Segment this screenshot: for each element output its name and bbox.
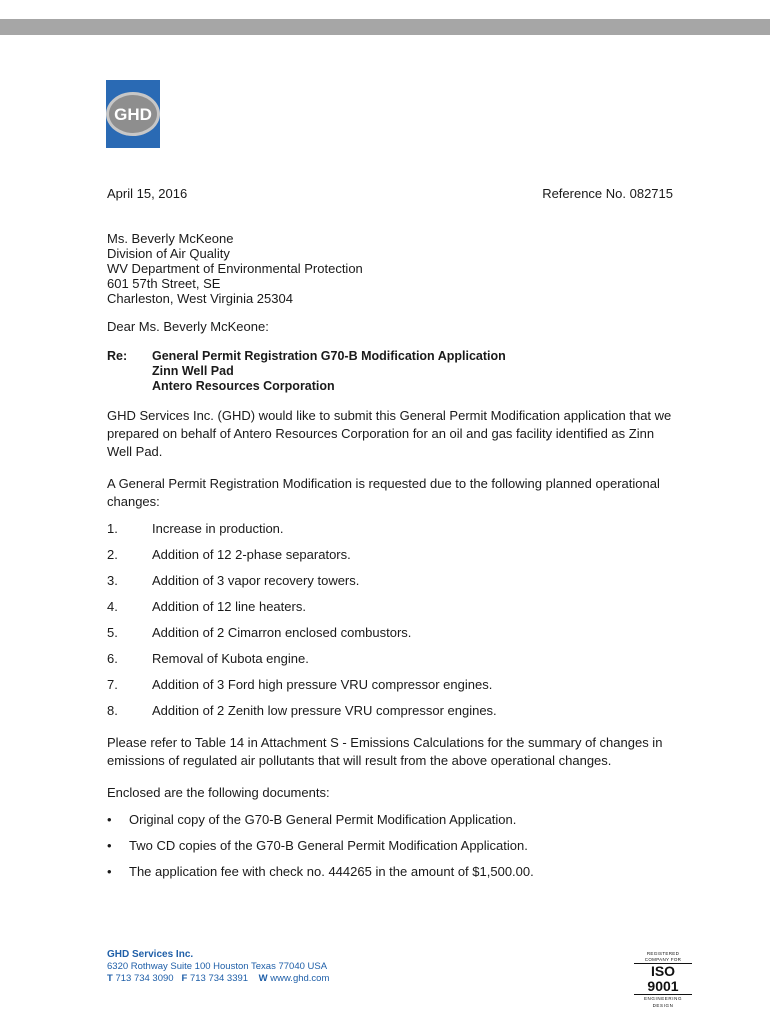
list-number: 4.: [107, 599, 118, 614]
list-text: Addition of 2 Zenith low pressure VRU compressor engines.: [152, 703, 497, 718]
list-number: 1.: [107, 521, 118, 536]
list-text: Removal of Kubota engine.: [152, 651, 309, 666]
salutation: Dear Ms. Beverly McKeone:: [107, 319, 269, 334]
recipient-address: [107, 231, 363, 306]
footer-contact: [107, 949, 329, 985]
bullet-icon: •: [107, 812, 112, 827]
list-text: Two CD copies of the G70-B General Permit Modification Application.: [129, 838, 528, 853]
list-text: Addition of 12 2-phase separators.: [152, 547, 351, 562]
subject-line: Antero Resources Corporation: [152, 379, 335, 393]
list-text: The application fee with check no. 444265 in the amount of $1,500.00.: [129, 864, 534, 879]
list-number: 5.: [107, 625, 118, 640]
iso-main-text: ISO 9001: [634, 964, 692, 995]
iso-9001-badge: [634, 951, 692, 1009]
iso-top-text: REGISTERED COMPANY FOR: [634, 951, 692, 964]
reference-number: Reference No. 082715: [542, 186, 673, 201]
list-number: 8.: [107, 703, 118, 718]
address-line: WV Department of Environmental Protection: [107, 261, 363, 276]
intro-paragraph: GHD Services Inc. (GHD) would like to submit this General Permit Modification application that we prepared on behalf of Antero Resources Corporation for an oil and gas facility identified as Zinn Well Pad.: [107, 408, 672, 459]
address-line: Charleston, West Virginia 25304: [107, 291, 293, 306]
address-line: Ms. Beverly McKeone: [107, 231, 234, 246]
letter-date: April 15, 2016: [107, 186, 188, 201]
footer-website: www.ghd.com: [270, 973, 330, 984]
reference-paragraph: Please refer to Table 14 in Attachment S - Emissions Calculations for the summary of changes in emissions of regulated air pollutants that will result from the above operational changes.: [107, 735, 663, 768]
list-text: Addition of 3 vapor recovery towers.: [152, 573, 360, 588]
phone-label: T: [107, 973, 113, 984]
footer-contact-line: [107, 973, 329, 985]
footer-fax: 713 734 3391: [189, 973, 249, 984]
bullet-icon: •: [107, 838, 112, 853]
logo-text: GHD: [114, 105, 152, 124]
enclosed-heading: Enclosed are the following documents:: [107, 785, 330, 800]
footer-address: 6320 Rothway Suite 100 Houston Texas 77040 USA: [107, 961, 328, 972]
ghd-logo: [106, 80, 160, 148]
address-line: Division of Air Quality: [107, 246, 230, 261]
subject-line: Zinn Well Pad: [152, 364, 234, 378]
subject-line: General Permit Registration G70-B Modification Application: [152, 349, 506, 363]
list-text: Increase in production.: [152, 521, 284, 536]
top-banner-bar: [0, 19, 770, 35]
web-label: W: [258, 973, 268, 984]
bullet-icon: •: [107, 864, 112, 879]
request-paragraph: A General Permit Registration Modification is requested due to the following planned operational changes:: [107, 476, 660, 509]
list-text: Addition of 3 Ford high pressure VRU compressor engines.: [152, 677, 493, 692]
list-text: Addition of 12 line heaters.: [152, 599, 306, 614]
list-number: 6.: [107, 651, 118, 666]
date-reference-row: [107, 186, 673, 201]
list-number: 7.: [107, 677, 118, 692]
list-number: 2.: [107, 547, 118, 562]
list-text: Addition of 2 Cimarron enclosed combustors.: [152, 625, 412, 640]
subject-label: Re:: [107, 349, 128, 363]
footer-phone: 713 734 3090: [115, 973, 174, 984]
footer-company: GHD Services Inc.: [107, 949, 194, 960]
list-text: Original copy of the G70-B General Permit Modification Application.: [129, 812, 517, 827]
list-number: 3.: [107, 573, 118, 588]
iso-bottom-text: ENGINEERING DESIGN: [643, 996, 683, 1008]
address-line: 601 57th Street, SE: [107, 276, 221, 291]
fax-label: F: [181, 973, 188, 984]
